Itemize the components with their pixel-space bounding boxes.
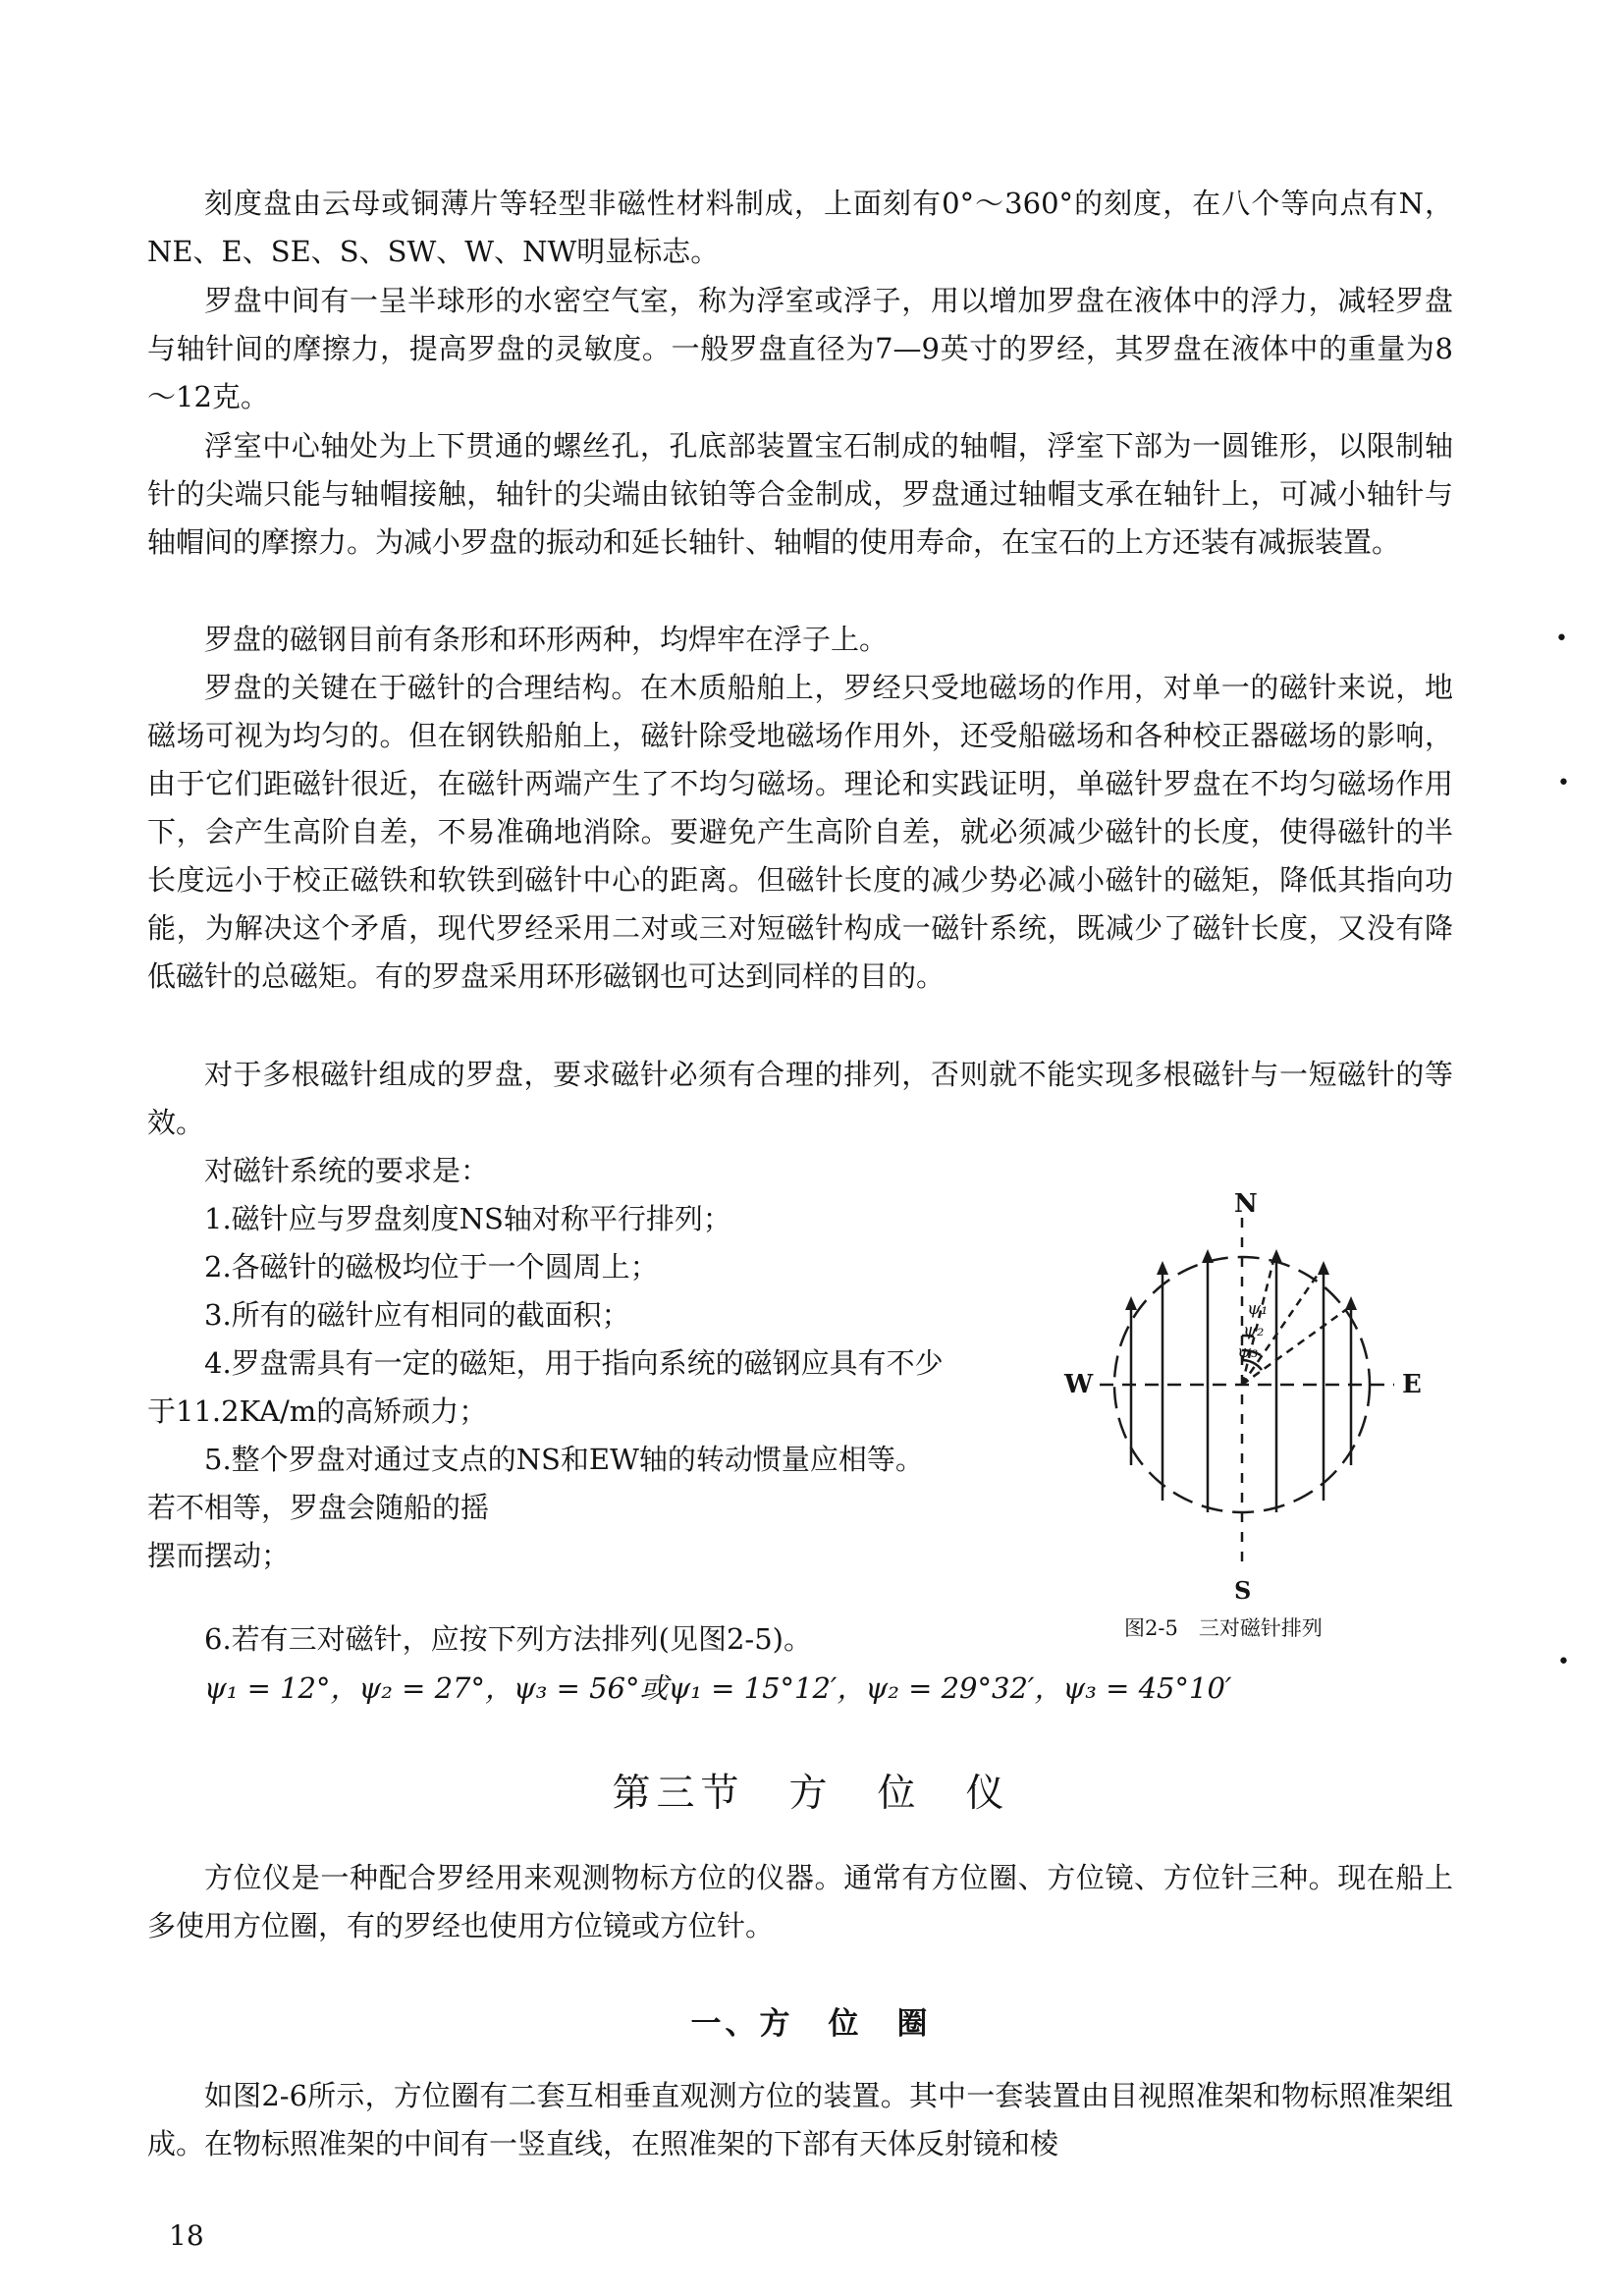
section-title: 第三节 方 位 仪	[612, 1772, 1010, 1816]
paragraph-magnet-steel: 罗盘的磁钢目前有条形和环形两种，均焊牢在浮子上。	[204, 623, 889, 656]
label-w: W	[1064, 1370, 1094, 1399]
needle-arrangement-figure	[1060, 1188, 1424, 1650]
requirement-5-continued: 若不相等，罗盘会随船的摇	[147, 1491, 490, 1524]
paragraph-card-scale: 刻度盘由云母或铜薄片等轻型非磁性材料制成，上面刻有0°～360°的刻度，在八个等向点有N，NE、E、SE、S、SW、W、NW明显标志。	[147, 187, 1453, 268]
arrow-w3-top	[1125, 1296, 1137, 1310]
label-psi2: ψ₂	[1243, 1320, 1265, 1340]
margin-mark: •	[1557, 771, 1570, 795]
requirement-4-continued: 于11.2KA/m的高矫顽力；	[147, 1394, 488, 1428]
arrow-w1-top	[1202, 1249, 1214, 1263]
paragraph-jewel-cap: 浮室中心轴处为上下贯通的螺丝孔，孔底部装置宝石制成的轴帽，浮室下部为一圆锥形，以限制轴针的尖端只能与轴帽接触，轴针的尖端由铱铂等合金制成，罗盘通过轴帽支承在轴针上，可减小轴针与轴帽间的摩擦力。为减小罗盘的振动和延长轴针、轴帽的使用寿命，在宝石的上方还装有减振装置。	[147, 429, 1453, 559]
label-e: E	[1402, 1370, 1422, 1399]
label-n: N	[1234, 1189, 1258, 1219]
arrow-e3-top	[1345, 1296, 1357, 1310]
arrow-w2-top	[1157, 1261, 1168, 1275]
requirement-3: 3.所有的磁针应有相同的截面积；	[204, 1298, 630, 1332]
requirement-6: 6.若有三对磁针，应按下列方法排列(见图2-5)。	[204, 1622, 812, 1656]
angle-formula: ψ₁ = 12°，ψ₂ = 27°，ψ₃ = 56°或ψ₁ = 15°12′，ψ₂ = 29°32′，ψ₃ = 45°10′	[204, 1671, 1232, 1705]
paragraph-azimuth-instrument: 方位仪是一种配合罗经用来观测物标方位的仪器。通常有方位圈、方位镜、方位针三种。现在船上多使用方位圈，有的罗经也使用方位镜或方位针。	[147, 1861, 1453, 1942]
requirement-2: 2.各磁针的磁极均位于一个圆周上；	[204, 1250, 659, 1284]
requirement-4: 4.罗盘需具有一定的磁矩，用于指向系统的磁钢应具有不少	[204, 1346, 944, 1380]
requirement-5: 5.整个罗盘对通过支点的NS和EW轴的转动惯量应相等。	[204, 1443, 924, 1476]
label-s: S	[1234, 1576, 1252, 1605]
requirements-intro: 对磁针系统的要求是：	[204, 1154, 490, 1187]
arrow-e1-top	[1271, 1249, 1282, 1263]
requirement-1: 1.磁针应与罗盘刻度NS轴对称平行排列；	[204, 1202, 731, 1235]
label-psi1: ψ₁	[1247, 1298, 1269, 1319]
page-number: 18	[169, 2219, 204, 2252]
requirement-5-continued-2: 摆而摆动；	[147, 1539, 291, 1572]
paragraph-azimuth-circle: 如图2-6所示，方位圈有二套互相垂直观测方位的装置。其中一套装置由目视照准架和物标照准架组成。在物标照准架的中间有一竖直线，在照准架的下部有天体反射镜和棱	[147, 2079, 1453, 2160]
arrow-e2-top	[1318, 1261, 1329, 1275]
paragraph-needle-arrangement: 对于多根磁针组成的罗盘，要求磁针必须有合理的排列，否则就不能实现多根磁针与一短磁针的等效。	[147, 1058, 1453, 1139]
figure-caption: 图2-5 三对磁针排列	[1124, 1616, 1323, 1640]
subsection-title: 一、方 位 圈	[690, 2006, 932, 2042]
margin-mark: •	[1555, 627, 1568, 651]
paragraph-float-chamber: 罗盘中间有一呈半球形的水密空气室，称为浮室或浮子，用以增加罗盘在液体中的浮力，减轻罗盘与轴针间的摩擦力，提高罗盘的灵敏度。一般罗盘直径为7—9英寸的罗经，其罗盘在液体中的重量为8～12克。	[147, 284, 1453, 413]
label-psi3: ψ₃	[1237, 1341, 1259, 1362]
paragraph-needle-structure: 罗盘的关键在于磁针的合理结构。在木质船舶上，罗经只受地磁场的作用，对单一的磁针来说，地磁场可视为均匀的。但在钢铁船舶上，磁针除受地磁场作用外，还受船磁场和各种校正器磁场的影响，由于它们距磁针很近，在磁针两端产生了不均匀磁场。理论和实践证明，单磁针罗盘在不均匀磁场作用下，会产生高阶自差，不易准确地消除。要避免产生高阶自差，就必须减少磁针的长度，使得磁针的半长度远小于校正磁铁和软铁到磁针中心的距离。但磁针长度的减少势必减小磁针的磁矩，降低其指向功能，为解决这个矛盾，现代罗经采用二对或三对短磁针构成一磁针系统，既减少了磁针长度，又没有降低磁针的总磁矩。有的罗盘采用环形磁钢也可达到同样的目的。	[147, 671, 1453, 993]
margin-mark: •	[1557, 1650, 1570, 1674]
